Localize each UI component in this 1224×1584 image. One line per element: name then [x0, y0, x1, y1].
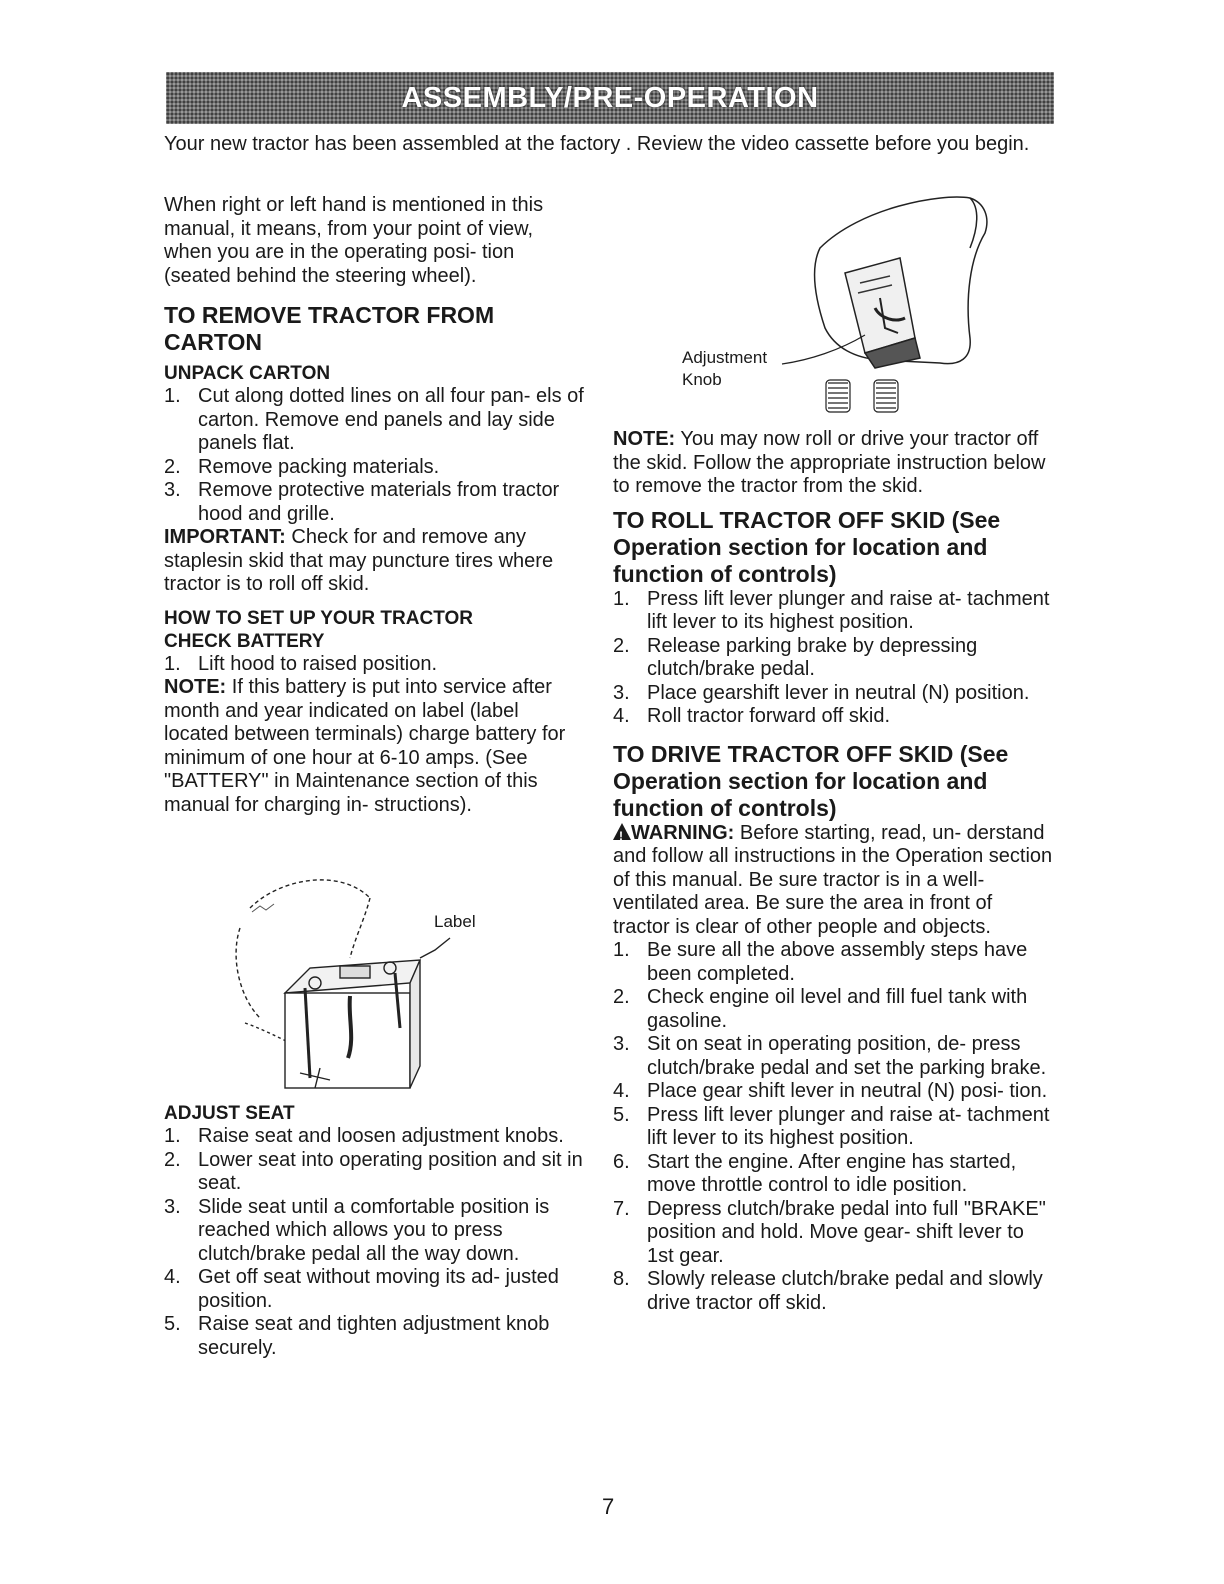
step-number: 4.	[164, 1266, 181, 1288]
skid-note	[613, 428, 1053, 499]
list-item	[613, 939, 1053, 986]
list-item	[164, 1149, 584, 1196]
drive-off-heading: TO DRIVE TRACTOR OFF SKID (See Operation section for location and function of controls)	[613, 740, 1009, 821]
step-text: Place gear shift lever in neutral (N) posi- tion.	[647, 1080, 1048, 1102]
step-number: 4.	[613, 1080, 630, 1102]
note-text: You may now roll or drive your tractor off the skid. Follow the appropriate instruction below to remove the tractor from the skid.	[613, 428, 1046, 497]
step-text: Remove protective materials from tractor hood and grille.	[198, 479, 560, 525]
note-text: If this battery is put into service after month and year indicated on label (label located between terminals) charge battery for minimum of one hour at 6-10 amps. (See "BATTERY" in Maintenance section of this manual for charging in- structions).	[164, 676, 566, 816]
knob-leader-line	[780, 330, 870, 370]
step-text: Slide seat until a comfortable position is reached which allows you to press clutch/brake pedal all the way down.	[198, 1195, 550, 1265]
step-text: Raise seat and tighten adjustment knob securely.	[198, 1313, 550, 1359]
seat-steps-list	[164, 1125, 584, 1360]
list-item	[613, 1151, 1053, 1198]
intro-text: Your new tractor has been assembled at the factory . Review the video cassette before you begin.	[164, 133, 1030, 155]
step-text: Raise seat and loosen adjustment knobs.	[198, 1125, 564, 1147]
roll-off-heading: TO ROLL TRACTOR OFF SKID (See Operation section for location and function of controls)	[613, 506, 1001, 587]
step-text: Get off seat without moving its ad- justed position.	[198, 1266, 559, 1312]
remove-tractor-heading: TO REMOVE TRACTOR FROM CARTON	[164, 302, 495, 355]
step-text: Cut along dotted lines on all four pan- els of carton. Remove end panels and lay side panels flat.	[198, 385, 584, 454]
warning-text: Before starting, read, un- derstand and follow all instructions in the Operation section of this manual. Be sure tractor is in a well-ventilated area. Be sure the area in front of tractor is clear of other people and objects.	[613, 821, 1053, 938]
right-column	[613, 428, 1053, 1315]
step-number: 1.	[164, 1125, 181, 1147]
step-number: 8.	[613, 1268, 630, 1290]
step-number: 3.	[613, 1033, 630, 1055]
step-text: Depress clutch/brake pedal into full "BRAKE" position and hold. Move gear- shift lever to 1st gear.	[647, 1197, 1046, 1267]
step-text: Lift hood to raised position.	[198, 652, 438, 675]
step-number: 1.	[613, 939, 630, 961]
list-item	[164, 1313, 584, 1360]
important-text: Check for and remove any staplesin skid that may puncture tires where tractor is to roll off skid.	[164, 526, 554, 595]
warning-label: WARNING:	[631, 821, 735, 844]
list-item	[164, 385, 584, 456]
step-text: Check engine oil level and fill fuel tank with gasoline.	[647, 986, 1028, 1032]
step-text: Be sure all the above assembly steps have been completed.	[647, 939, 1028, 985]
list-item	[613, 1080, 1053, 1104]
step-text: Remove packing materials.	[198, 455, 440, 478]
step-text: Roll tractor forward off skid.	[647, 705, 891, 727]
page-number: 7	[602, 1494, 615, 1519]
battery-figure-label: Label	[434, 912, 476, 931]
hand-note: When right or left hand is mentioned in this manual, it means, from your point of view, when you are in the operating posi- tion (seated behind the steering wheel).	[164, 194, 544, 287]
step-number: 1.	[613, 587, 630, 610]
section-title: ASSEMBLY/PRE-OPERATION	[401, 81, 819, 114]
list-item	[164, 456, 584, 480]
step-number: 3.	[613, 681, 630, 704]
battery-note	[164, 676, 584, 817]
step-text: Slowly release clutch/brake pedal and slowly drive tractor off skid.	[647, 1268, 1043, 1314]
step-number: 2.	[613, 986, 630, 1008]
seat-figure-label-2: Knob	[682, 370, 722, 389]
step-number: 6.	[613, 1150, 630, 1173]
list-item	[613, 1198, 1053, 1269]
warning-note	[613, 822, 1053, 940]
step-text: Sit on seat in operating position, de- press clutch/brake pedal and set the parking brake.	[647, 1033, 1047, 1079]
step-number: 1.	[164, 385, 181, 407]
seat-illustration	[780, 188, 1000, 428]
left-column	[164, 194, 584, 817]
list-item	[613, 682, 1053, 706]
important-label: IMPORTANT:	[164, 526, 286, 548]
step-number: 2.	[164, 455, 181, 478]
step-number: 2.	[164, 1148, 181, 1171]
adjust-seat-heading: ADJUST SEAT	[164, 1103, 295, 1124]
list-item	[613, 635, 1053, 682]
unpack-steps-list	[164, 385, 584, 526]
check-battery-heading: CHECK BATTERY	[164, 630, 325, 652]
step-number: 2.	[613, 634, 630, 657]
step-number: 7.	[613, 1197, 630, 1220]
roll-steps-list	[613, 588, 1053, 729]
step-text: Place gearshift lever in neutral (N) position.	[647, 681, 1030, 704]
list-item	[613, 705, 1053, 729]
step-text: Lower seat into operating position and sit in seat.	[198, 1148, 583, 1194]
unpack-carton-heading: UNPACK CARTON	[164, 363, 331, 384]
note-label: NOTE:	[613, 428, 676, 450]
step-text: Press lift lever plunger and raise at- tachment lift lever to its highest position.	[647, 587, 1050, 633]
list-item	[164, 653, 584, 677]
list-item	[613, 986, 1053, 1033]
step-number: 4.	[613, 705, 630, 727]
warning-icon	[613, 823, 631, 840]
battery-steps-list	[164, 653, 584, 677]
drive-steps-list	[613, 939, 1053, 1315]
list-item	[164, 1196, 584, 1267]
section-banner	[166, 72, 1054, 124]
step-text: Start the engine. After engine has started, move throttle control to idle position.	[647, 1150, 1017, 1196]
step-number: 5.	[613, 1103, 630, 1126]
seat-figure-label-1: Adjustment	[682, 348, 768, 367]
list-item	[164, 1266, 584, 1313]
step-number: 3.	[164, 479, 181, 501]
step-number: 1.	[164, 652, 181, 675]
step-text: Release parking brake by depressing clutch/brake pedal.	[647, 634, 978, 680]
list-item	[164, 479, 584, 526]
note-label: NOTE:	[164, 676, 227, 698]
battery-illustration	[220, 868, 500, 1093]
list-item	[613, 1033, 1053, 1080]
important-note	[164, 526, 584, 597]
list-item	[164, 1125, 584, 1149]
step-number: 5.	[164, 1313, 181, 1335]
list-item	[613, 1268, 1053, 1315]
list-item	[613, 588, 1053, 635]
list-item	[613, 1104, 1053, 1151]
step-number: 3.	[164, 1195, 181, 1218]
left-column-lower	[164, 1102, 584, 1360]
setup-heading: HOW TO SET UP YOUR TRACTOR	[164, 607, 473, 629]
step-text: Press lift lever plunger and raise at- tachment lift lever to its highest position.	[647, 1103, 1050, 1149]
